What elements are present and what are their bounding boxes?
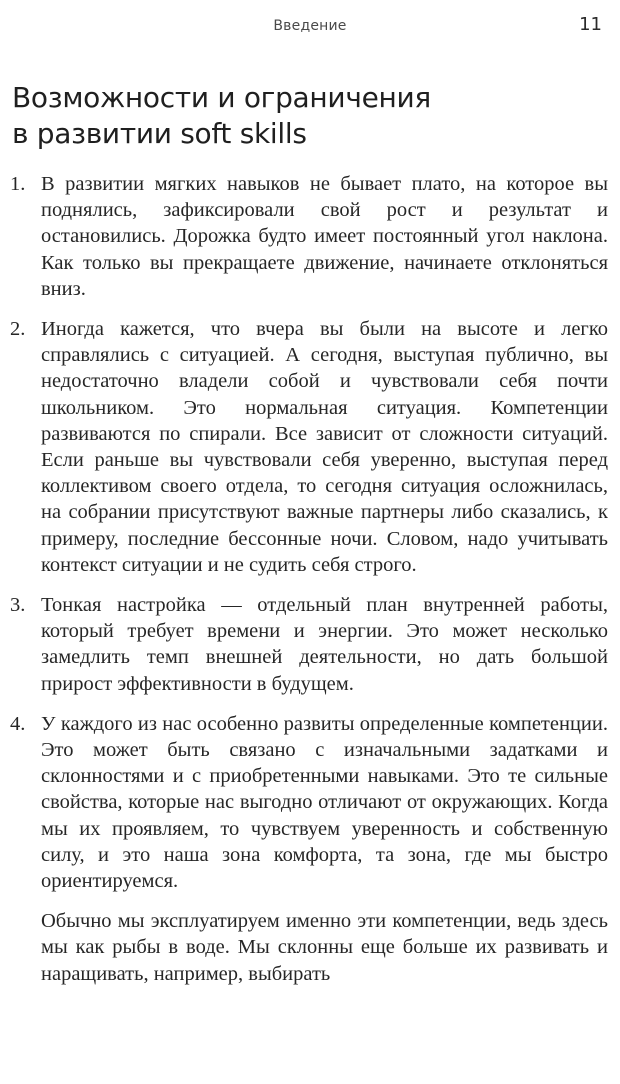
list-item-number: 3. xyxy=(10,594,26,617)
list-item-number: 1. xyxy=(10,173,26,195)
list-item xyxy=(10,171,608,302)
page-number: 11 xyxy=(579,14,602,35)
continuation-paragraph: Обычно мы эксплуатируем именно эти компетенции, ведь здесь мы как рыбы в воде. Мы склонны еще больше их развивать и наращивать, например, выбирать xyxy=(41,910,608,985)
list-item-text: Иногда кажется, что вчера вы были на высоте и легко справлялись с ситуацией. А сегодня, выступая публично, вы недостаточно владели собой и чувствовали себя почти школьником. Это нормальная ситуация. Компетенции развиваются по спирали. Все зависит от сложности ситуаций. Если раньше вы чувствовали себя уверенно, выступая перед коллективом своего отдела, то сегодня ситуация осложнилась, на собрании присутствуют важные партнеры либо сказались, к примеру, последние бессонные ночи. Словом, надо учитывать контекст ситуации и не судить себя строго. xyxy=(41,318,608,576)
list-item xyxy=(10,592,608,697)
list-item xyxy=(10,711,608,894)
chapter-title xyxy=(12,80,602,152)
running-header xyxy=(0,14,620,40)
list-item xyxy=(10,316,608,578)
body-text xyxy=(10,171,608,987)
list-item-text: В развитии мягких навыков не бывает плато, на которое вы поднялись, зафиксировали свой рост и результат и остановились. Дорожка будто имеет постоянный угол наклона. Как только вы прекращаете движение, начинаете отклоняться вниз. xyxy=(41,173,608,300)
chapter-title-line-1: Возможности и ограничения xyxy=(12,81,431,114)
list-item-number: 2. xyxy=(10,318,26,341)
section-name: Введение xyxy=(273,18,347,34)
chapter-title-line-2: в развитии soft skills xyxy=(12,117,307,150)
list-item-text: У каждого из нас особенно развиты определенные компетенции. Это может быть связано с изначальными задатками и склонностями и с приобретенными навыками. Это те сильные свойства, которые нас выгодно отличают от окружающих. Когда мы их проявляем, то чувствуем уверенность и собственную силу, и это наша зона комфорта, та зона, где мы быстро ориентируемся. xyxy=(41,712,608,893)
list-item-number: 4. xyxy=(10,712,26,735)
list-item-text: Тонкая настройка — отдельный план внутренней работы, который требует времени и энергии. Это может несколько замедлить темп внешней деятельности, но дать большой прирост эффективности в будущем. xyxy=(41,594,608,695)
